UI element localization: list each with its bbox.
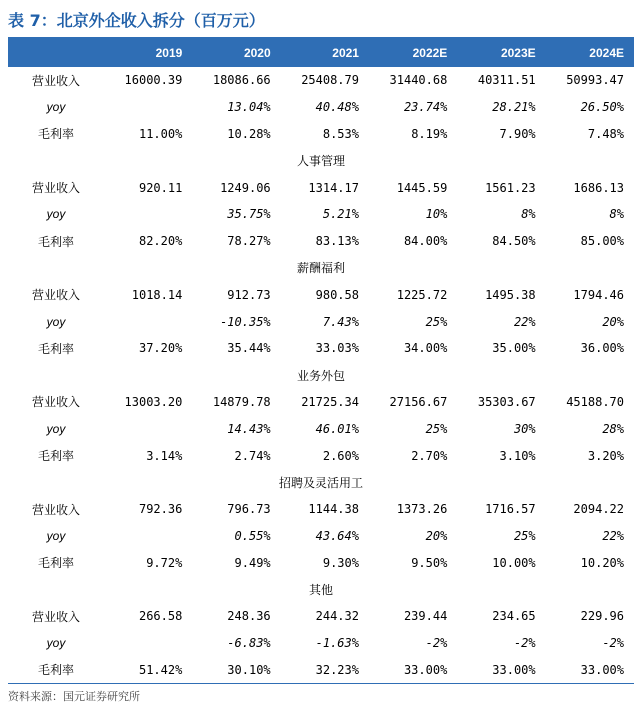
yoy-row [8, 630, 634, 657]
table-cell: 16000.39 [124, 73, 183, 88]
bottom-rule [8, 683, 634, 684]
row-label: 毛利率 [37, 127, 74, 142]
table-cell: 9.30% [322, 555, 359, 570]
table-cell: 46.01% [315, 421, 359, 436]
table-cell: 244.32 [315, 609, 359, 624]
table-cell: -2% [602, 636, 624, 651]
table-cell: 85.00% [580, 234, 624, 249]
table-cell: 35.44% [227, 341, 271, 356]
table-cell: 8.53% [322, 126, 359, 141]
row-label: yoy [46, 421, 66, 436]
table-cell: -1.63% [315, 636, 359, 651]
table-cell: 78.27% [227, 234, 271, 249]
table-cell: 1249.06 [220, 180, 271, 195]
table-cell: 82.20% [138, 234, 183, 249]
row-label: yoy [46, 528, 66, 543]
table-cell: -2% [425, 636, 448, 651]
table-cell: 33.03% [315, 341, 359, 356]
header-blank [8, 39, 104, 67]
section-header-row [8, 147, 634, 174]
section-label: 招聘及灵活用工 [278, 475, 363, 490]
table-cell: 266.58 [138, 609, 183, 624]
row-label: 营业收入 [31, 73, 80, 88]
table-cell: 8% [609, 207, 624, 222]
source-note: 资料来源：国元证券研究所 [8, 690, 140, 703]
row-label: yoy [46, 636, 66, 651]
table-cell: 1314.17 [308, 180, 359, 195]
table-cell: 35.75% [227, 207, 271, 222]
table-row [8, 549, 634, 576]
yoy-row [8, 523, 634, 550]
table-cell: 37.20% [138, 341, 183, 356]
table-cell: 30.10% [227, 662, 271, 677]
table-cell: 25% [513, 528, 536, 543]
table-cell: 980.58 [315, 287, 359, 302]
table-cell: 1445.59 [396, 180, 448, 195]
row-label: 营业收入 [31, 288, 80, 303]
table-cell: 8.19% [411, 126, 448, 141]
table-cell [104, 523, 192, 550]
row-label: 营业收入 [31, 181, 80, 196]
table-title: 表 7：北京外企收入拆分（百万元） [8, 11, 265, 30]
section-label: 业务外包 [296, 368, 345, 383]
table-cell: 1225.72 [396, 287, 448, 302]
table-cell: 229.96 [580, 609, 624, 624]
table-cell: 25408.79 [301, 73, 359, 88]
table-cell: 912.73 [227, 287, 271, 302]
table-cell: 43.64% [315, 528, 359, 543]
table-cell: 31440.68 [389, 73, 448, 88]
section-header-row [8, 362, 634, 389]
table-cell: 25% [425, 421, 448, 436]
section-header-row [8, 469, 634, 496]
table-cell: 1561.23 [485, 180, 536, 195]
table-cell: 7.43% [322, 314, 359, 329]
table-cell: 35303.67 [477, 394, 536, 409]
table-row [8, 496, 634, 523]
table-cell [104, 415, 192, 442]
header-year: 2019 [155, 46, 183, 60]
table-cell: 33.00% [403, 662, 448, 677]
header-year: 2022E [412, 46, 448, 60]
table-cell: 5.21% [322, 207, 359, 222]
table-cell: 796.73 [227, 502, 271, 517]
table-cell: 28% [602, 421, 624, 436]
table-row [8, 67, 634, 94]
table-cell: 14879.78 [212, 394, 271, 409]
table-cell: 83.13% [315, 234, 359, 249]
table-cell: 35.00% [492, 341, 536, 356]
row-label: 毛利率 [37, 449, 74, 464]
row-label: yoy [46, 207, 66, 222]
table-cell: 40311.51 [477, 73, 536, 88]
table-cell: 920.11 [138, 180, 183, 195]
table-cell: -10.35% [220, 314, 271, 329]
table-cell: 50993.47 [566, 73, 624, 88]
table-cell: 33.00% [580, 662, 624, 677]
table-cell: 32.23% [315, 662, 359, 677]
table-cell: 1794.46 [573, 287, 624, 302]
table-cell: 10.20% [580, 555, 624, 570]
table-cell: 13.04% [227, 100, 271, 115]
table-cell: 20% [602, 314, 624, 329]
table-cell: 23.74% [403, 100, 448, 115]
table-cell: 11.00% [138, 126, 183, 141]
table-cell: -2% [513, 636, 536, 651]
table-cell: 7.48% [587, 126, 624, 141]
table-cell: 2.74% [234, 448, 271, 463]
table-cell: 7.90% [499, 126, 536, 141]
section-label: 其他 [308, 583, 333, 598]
table-cell [104, 630, 192, 657]
table-cell: 3.20% [587, 448, 624, 463]
header-year: 2023E [500, 46, 536, 60]
table-row [8, 281, 634, 308]
table-cell: 239.44 [403, 609, 448, 624]
table-cell: 3.10% [499, 448, 536, 463]
yoy-row [8, 415, 634, 442]
table-cell: 20% [425, 528, 448, 543]
header-row [8, 39, 634, 67]
table-cell: 22% [602, 528, 624, 543]
table-cell: 21725.34 [301, 394, 359, 409]
table-cell: 9.50% [411, 555, 448, 570]
table-cell: 1495.38 [485, 287, 536, 302]
table-row [8, 657, 634, 684]
table-cell: 36.00% [580, 341, 624, 356]
row-label: 营业收入 [31, 502, 80, 517]
table-cell: 25% [425, 314, 448, 329]
table-cell: 84.50% [492, 234, 536, 249]
table-cell: 13003.20 [124, 394, 183, 409]
table-cell: 1018.14 [131, 287, 183, 302]
table-cell: 9.49% [234, 555, 271, 570]
table-cell [104, 94, 192, 121]
table-cell: 18086.66 [212, 73, 271, 88]
table-cell: 2.60% [322, 448, 359, 463]
table-cell: 27156.67 [389, 394, 448, 409]
table-cell [104, 201, 192, 228]
table-row [8, 228, 634, 255]
row-label: 营业收入 [31, 609, 80, 624]
table-row [8, 442, 634, 469]
table-body [8, 67, 634, 683]
table-cell: 9.72% [146, 555, 183, 570]
table-cell: 33.00% [492, 662, 536, 677]
row-label: yoy [46, 314, 66, 329]
section-header-row [8, 255, 634, 282]
table-row [8, 603, 634, 630]
table-cell: 0.55% [234, 528, 271, 543]
header-year: 2020 [243, 46, 271, 60]
table-cell: 1373.26 [396, 502, 448, 517]
table-cell: 34.00% [403, 341, 448, 356]
yoy-row [8, 201, 634, 228]
table-cell: 30% [513, 421, 536, 436]
table-cell: 51.42% [138, 662, 183, 677]
table-cell: 10.28% [227, 126, 271, 141]
table-cell: 792.36 [138, 502, 183, 517]
row-label: yoy [46, 100, 66, 115]
table-cell: 10% [425, 207, 448, 222]
table-cell: 8% [521, 207, 536, 222]
table-cell: 2094.22 [573, 502, 624, 517]
revenue-breakdown-table [8, 39, 634, 683]
table-cell: 3.14% [146, 448, 183, 463]
table-row [8, 121, 634, 148]
table-cell: 234.65 [492, 609, 536, 624]
table-cell: 1144.38 [308, 502, 359, 517]
yoy-row [8, 94, 634, 121]
table-cell: 2.70% [411, 448, 448, 463]
yoy-row [8, 308, 634, 335]
section-label: 薪酬福利 [296, 261, 345, 276]
row-label: 毛利率 [37, 556, 74, 571]
row-label: 毛利率 [37, 341, 74, 356]
table-cell: 45188.70 [566, 394, 624, 409]
row-label: 营业收入 [31, 395, 80, 410]
table-cell: 1686.13 [573, 180, 624, 195]
table-cell: 84.00% [403, 234, 448, 249]
table-row [8, 389, 634, 416]
table-cell: 1716.57 [485, 502, 536, 517]
row-label: 毛利率 [37, 663, 74, 678]
table-cell: 40.48% [315, 100, 359, 115]
section-label: 人事管理 [296, 154, 345, 169]
table-row [8, 174, 634, 201]
header-year: 2021 [332, 46, 359, 60]
row-label: 毛利率 [37, 234, 74, 249]
table-cell [104, 308, 192, 335]
table-cell: 248.36 [227, 609, 271, 624]
table-cell: -6.83% [227, 636, 271, 651]
section-header-row [8, 576, 634, 603]
table-cell: 28.21% [492, 100, 536, 115]
table-cell: 10.00% [492, 555, 536, 570]
table-row [8, 335, 634, 362]
table-cell: 22% [513, 314, 536, 329]
table-cell: 14.43% [227, 421, 271, 436]
table-cell: 26.50% [580, 100, 624, 115]
header-year: 2024E [589, 46, 624, 60]
